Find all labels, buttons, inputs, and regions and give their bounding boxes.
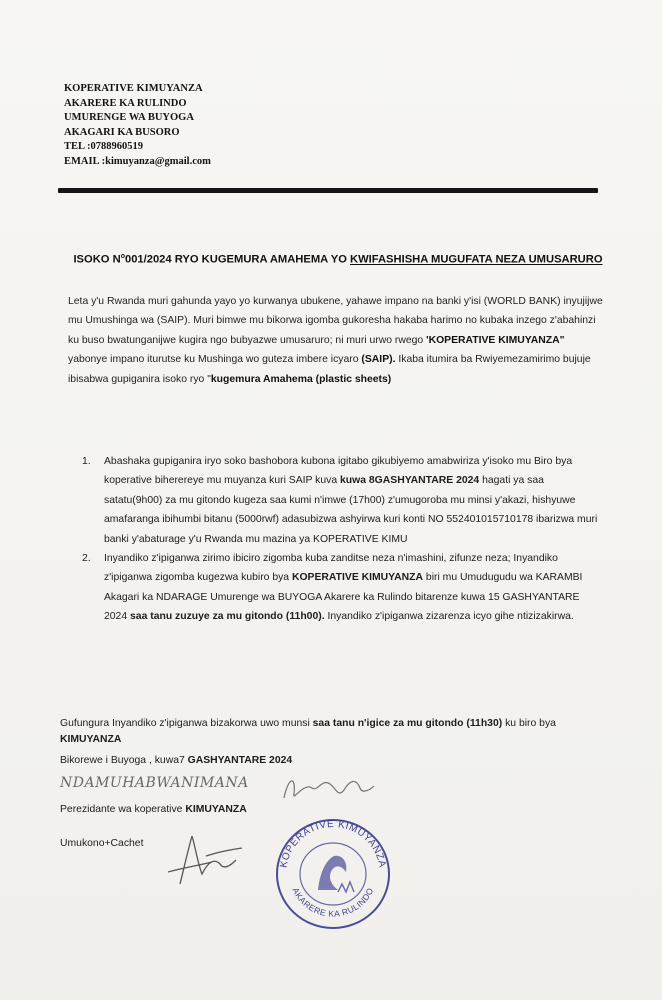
list-item: [82, 452, 602, 549]
letterhead-district: AKARERE KA RULINDO: [64, 97, 187, 109]
handwritten-signature: [162, 828, 252, 888]
intro-text-2: yabonye impano iturutse ku Mushinga wo guteza imbere icyaro: [68, 354, 362, 366]
seal-top-text: KOPERATIVE KIMUYANZA: [278, 818, 388, 869]
letterhead: [64, 82, 211, 170]
date-line: [60, 755, 292, 766]
item2-bold-deadline: saa tanu zuzuye za mu gitondo (11h00).: [130, 611, 325, 623]
title-superscript: o: [120, 253, 125, 260]
letterhead-tel: TEL :0788960519: [64, 141, 144, 153]
intro-paragraph: [68, 292, 606, 389]
intro-text-1: Leta y'u Rwanda muri gahunda yayo yo kurwanya ubukene, yahawe impano na banki y'isi (WORLD BANK) inyujijwe mu Umushinga wa (SAIP). Muri bimwe mu bikorwa igomba gukoresha hakaba harimo no kubaka inzego z'abahinzi ku buso bwatunganijwe kugira ngo bubyazwe umusaruro; ni muri urwo rwego: [68, 296, 603, 346]
date-line-text: Bikorewe i Buyoga , kuwa7: [60, 755, 188, 766]
signatory-name: NDAMUHABWANIMANA: [60, 775, 249, 791]
item2-bold-org: KOPERATIVE KIMUYANZA: [291, 572, 424, 584]
opening-bold-org: KIMUYANZA: [60, 734, 122, 745]
item2-text-a: Inyandiko z'ipiganwa zirimo ibiciro zigomba kuba zanditse neza n'imashini, zifunze neza; Inyandiko z'ipiganwa zigomba kugezwa kubiro bya: [104, 553, 558, 584]
opening-bold-time: saa tanu n'igice za mu gitondo (11h30): [312, 718, 503, 729]
seal-bottom-text: AKARERE KA RULINDO: [290, 885, 376, 919]
title-part2: 001/2024 RYO KUGEMURA AMAHEMA YO: [124, 253, 351, 266]
cooperative-seal: [268, 812, 398, 932]
list-item-number: 1.: [82, 456, 91, 467]
intro-bold-saip: (SAIP).: [361, 354, 396, 366]
list-item-number: 2.: [82, 553, 91, 565]
opening-text-c: ku biro bya: [502, 718, 556, 729]
document-title: [60, 249, 616, 268]
signatory-role-org: KIMUYANZA: [185, 804, 247, 815]
opening-text-a: Gufungura Inyandiko z'ipiganwa bizakorwa uwo munsi: [60, 718, 313, 729]
item1-text-a: Abashaka gupiganira iryo soko bashobora kubona igitabo gikubiyemo amabwiriza y'isoko mu Biro bya koperative biherereye mu muyanza kuri SAIP kuva: [104, 456, 573, 487]
item1-bold-date: kuwa 8GASHYANTARE 2024: [340, 475, 480, 487]
svg-text:AKARERE KA RULINDO: [290, 886, 375, 919]
letterhead-cell: AKAGARI KA BUSORO: [64, 126, 180, 138]
letterhead-org: KOPERATIVE KIMUYANZA: [64, 83, 203, 94]
opening-paragraph: [60, 716, 605, 748]
intro-text-3: Ikaba itumira ba Rwiyemezamirimo bujuje ibisabwa gupiganira isoko ryo ": [68, 354, 591, 385]
signatory-role: [60, 804, 247, 815]
item2-text-c: biri mu Umudugudu wa KARAMBI Akagari ka NDARAGE Umurenge wa BUYOGA Akarere ka Rulindo bitarenze kuwa 15 GASHYANTARE 2024: [104, 572, 583, 623]
list-item: [82, 549, 602, 627]
header-divider: [58, 188, 598, 193]
title-part1: ISOKO N: [73, 253, 121, 266]
intro-bold-org: 'KOPERATIVE KIMUYANZA": [426, 334, 565, 346]
intro-bold-subject: kugemura Amahema (plastic sheets): [210, 373, 392, 385]
item1-text-c: hagati ya saa satatu(9h00) za mu gitondo kugeza saa kumi n'imwe (17h00) z'umugoroba mu minsi y'akazi, hishyuwe amafaranga ibihumbi bitanu (5000rwf) adasubizwa ashyirwa kuri konti NO 552401015710178 ibarizwa muri banki y'abaturage y'u Rwanda mu mazina ya KOPERATIVE KIMU: [104, 475, 598, 545]
item2-text-e: Inyandiko z'ipiganwa zizarenza icyo gihe ntizizakirwa.: [324, 611, 574, 623]
conditions-list: [82, 452, 602, 627]
signature-flourish: [278, 768, 378, 808]
date-line-bold: GASHYANTARE 2024: [187, 755, 293, 766]
stamp-label: Umukono+Cachet: [60, 838, 144, 849]
title-underlined: KWIFASHISHA MUGUFATA NEZA UMUSARURO: [350, 253, 603, 266]
letterhead-sector: UMURENGE WA BUYOGA: [64, 112, 194, 124]
signatory-role-text: Perezidante wa koperative: [60, 804, 186, 815]
letterhead-email: EMAIL :kimuyanza@gmail.com: [64, 155, 211, 167]
